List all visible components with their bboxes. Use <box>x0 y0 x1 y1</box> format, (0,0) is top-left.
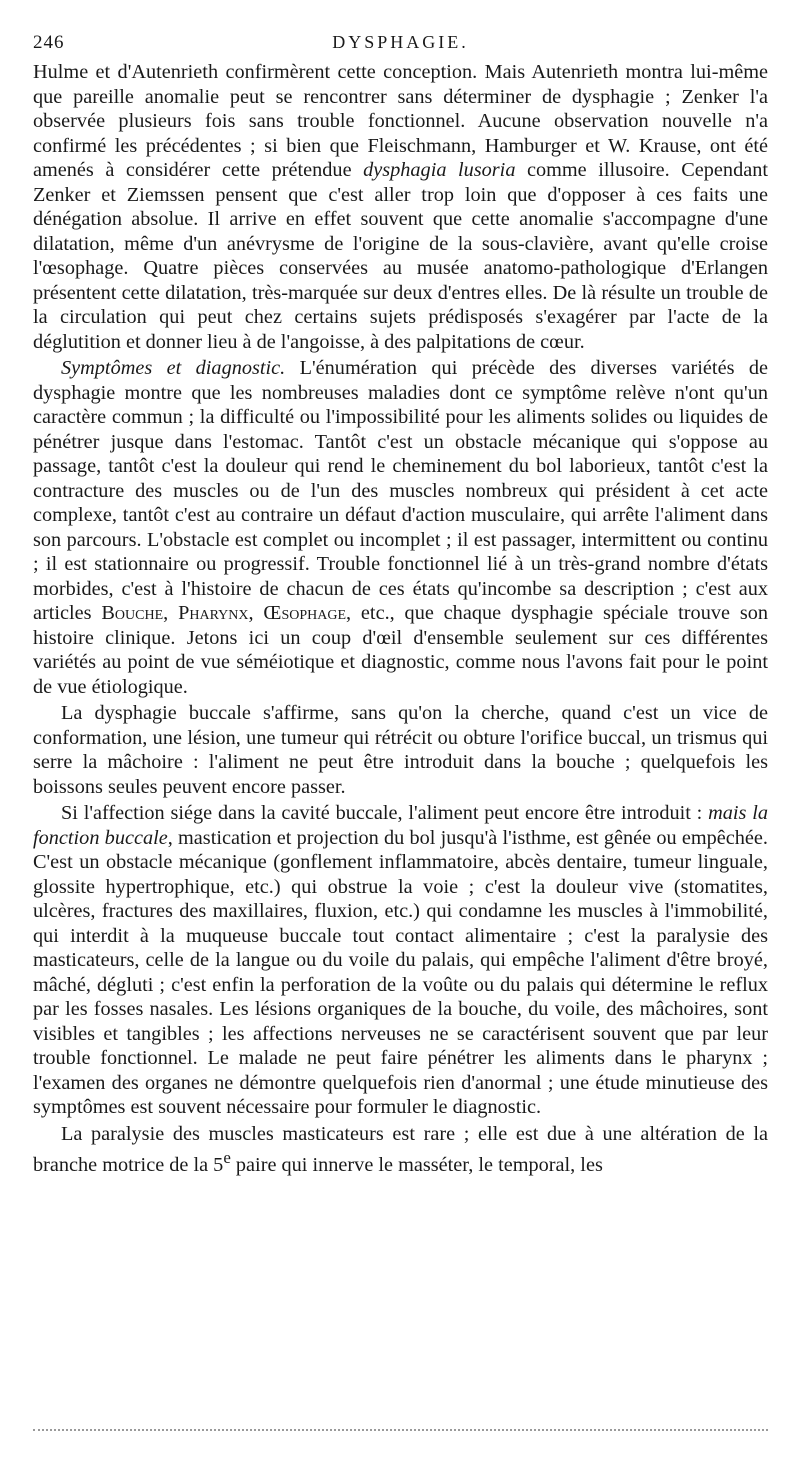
text-segment: Œsophage <box>263 602 347 624</box>
text-segment: Pharynx <box>178 602 249 624</box>
paragraph-cavite-buccale <box>33 801 768 1120</box>
text-segment: Symptômes et diagnostic. <box>61 357 286 379</box>
page-number: 246 <box>33 32 65 53</box>
text-segment: , <box>248 602 264 624</box>
text-segment: La paralysie des muscles masticateurs est rare ; elle est due à une altération de la branche motrice de la 5 <box>33 1122 768 1176</box>
page-header <box>33 32 768 58</box>
text-segment: Bouche <box>101 602 164 624</box>
paragraph-paralysie-masticateurs <box>33 1122 768 1178</box>
text-segment: Hulme et d'Autenrieth confirmèrent cette conception. Mais Autenrieth montra lui-même que pareille anomalie peut se rencontrer sans déterminer de dysphagie ; Zenker l'a observée plusieurs fois sans trouble fonctionnel. Aucune observation nouvelle n'a confirmé les précédentes ; si bien que Fleischmann, Hamburger et W. Krause, ont été amenés à considérer cette prétendue <box>33 61 768 181</box>
paragraph-dysphagie-buccale <box>33 701 768 799</box>
text-segment: , mastication et projection du bol jusqu'à l'isthme, est gênée ou empêchée. C'est un obstacle mécanique (gonflement inflammatoire, abcès dentaire, tumeur linguale, glossite hypertrophique, etc.) qui obstrue la voie ; c'est la douleur vive (stomatites, ulcères, fractures des maxillaires, fluxion, etc.) qui condamne les muscles à l'immobilité, qui interdit à la muqueuse buccale tout contact alimentaire ; c'est la paralysie des masticateurs, celle de la langue ou du voile du palais, qui empêche l'aliment d'être broyé, mâché, dégluti ; c'est enfin la perforation de la voûte ou du palais qui détermine le reflux par les fosses nasales. Les lésions organiques de la bouche, du voile, des mâchoires, sont visibles et tangibles ; les affections nerveuses ne se caractérisent souvent que par leur trouble fonctionnel. Le malade ne peut faire pénétrer les aliments dans le pharynx ; l'examen des organes ne démontre quelquefois rien d'anormal ; une étude minutieuse des symptômes est souvent nécessaire pour formuler le diagnostic. <box>33 826 768 1118</box>
text-segment: comme illusoire. Cependant Zenker et Ziemssen pensent que c'est aller trop loin que d'opposer à ces faits une dénégation absolue. Il arrive en effet souvent que cette anomalie s'accompagne d'une dilatation, même d'un anévrysme de l'origine de la sous-clavière, avant qu'elle croise l'œsophage. Quatre pièces conservées au musée anatomo-pathologique d'Erlangen présentent cette dilatation, très-marquée sur deux d'entres elles. De là résulte un trouble de la circulation qui peut chez certains sujets prédisposés s'exagérer par l'acte de la déglutition et donner lieu à de l'angoisse, à des palpitations de cœur. <box>33 159 768 353</box>
text-segment: e <box>223 1148 231 1167</box>
text-segment: L'énumération qui précède des diverses variétés de dysphagie montre que les nombreuses maladies dont ce symptôme relève n'ont qu'un caractère commun ; la difficulté ou l'impossibilité pour les aliments solides ou liquides de pénétrer jusque dans l'estomac. Tantôt c'est un obstacle mécanique qui s'oppose au passage, tantôt c'est la douleur qui rend le cheminement du bol laborieux, tantôt c'est la contracture des muscles ou de l'un des muscles nombreux qui président à cet acte complexe, tantôt c'est au contraire un défaut d'action musculaire, qui arrête l'aliment dans son parcours. L'obstacle est complet ou incomplet ; il est passager, intermittent ou continu ; il est stationnaire ou progressif. Trouble fonctionnel lié à un très-grand nombre d'états morbides, c'est à l'histoire de chacun de ces états qu'incombe sa description ; c'est aux articles <box>33 357 768 624</box>
paragraph-continuation <box>33 60 768 354</box>
running-head: DYSPHAGIE. <box>332 32 469 52</box>
text-segment: mais la fonction buccale <box>33 802 768 849</box>
body-text <box>33 60 768 1177</box>
text-segment: paire qui innerve le masséter, le temporal, les <box>230 1153 603 1176</box>
text-segment: , <box>163 602 179 624</box>
text-segment: Si l'affection siége dans la cavité buccale, l'aliment peut encore être introduit : <box>61 802 709 824</box>
text-segment: , etc., que chaque dysphagie spéciale trouve son histoire clinique. Jetons ici un coup d'œil d'ensemble seulement sur ces différentes variétés au point de vue séméiotique et diagnostic, comme nous l'avons fait pour le point de vue étiologique. <box>33 602 769 698</box>
text-segment: La dysphagie buccale s'affirme, sans qu'on la cherche, quand c'est un vice de conformation, une lésion, une tumeur qui rétrécit ou obture l'orifice buccal, un trismus qui serre la mâchoire : l'aliment ne peut être introduit dans la bouche ; quelquefois les boissons seules peuvent encore passer. <box>33 702 768 798</box>
paragraph-symptomes-et-diagnostic <box>33 356 768 699</box>
footer-rule <box>33 1429 768 1431</box>
text-segment: dysphagia lusoria <box>363 159 516 181</box>
